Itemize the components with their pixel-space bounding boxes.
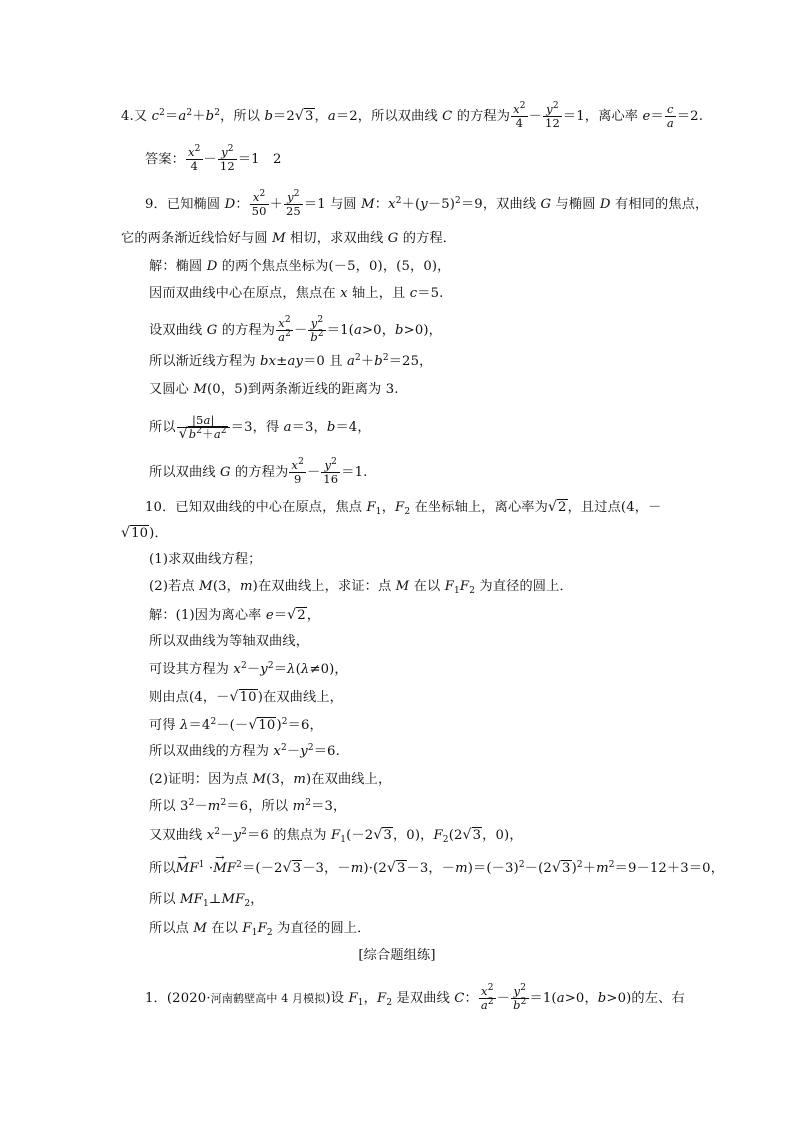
- solution-10-line-12: 所以点 M 在以 $F_1F_2$ 为直径的圆上．: [149, 921, 371, 938]
- section-heading: [综合题组练]: [358, 948, 436, 963]
- problem-10-part-1: (1)求双曲线方程；: [149, 552, 262, 567]
- solution-9-line-2: 因而双曲线中心在原点，焦点在 x 轴上，且 c＝5.: [149, 286, 444, 301]
- solution-10-line-11: 所以 $MF_1\perp MF_2$，: [149, 892, 264, 909]
- solution-10-line-7: (2)证明：因为点 M(3，m)在双曲线上，: [149, 772, 392, 787]
- solution-9-line-4: 所以渐近线方程为 bx±ay＝0 且 $a^2+b^2=25$，: [149, 353, 433, 369]
- solution-10-line-9: 又双曲线 $x^2-y^2=6$ 的焦点为 $F_1(-2√3$，0)，$F_2(2√3$，0)，: [149, 827, 523, 845]
- solution-10-line-1: 解：(1)因为离心率 e＝√2，: [149, 607, 321, 623]
- solution-10-line-3: 可设其方程为 $x^2-y^2=\lambda(\lambda\ne 0)$，: [149, 661, 348, 677]
- problem-10-line-2: √10)．: [121, 525, 168, 541]
- problem-1-line-1: 1．(2020·河南鹤壁高中 4 月模拟)设 $F_1$，$F_2$ 是双曲线 C： $\frac{x^2}{a^2}$ － $\frac{y^2}{b^2}$ ＝1(a>0，b>0)的左、右: [145, 983, 685, 1012]
- solution-9-line-5: 又圆心 M(0，5)到两条渐近线的距离为 3.: [149, 382, 399, 397]
- answer-line: 答案： $\frac{x^2}{4}$ － $\frac{y^2}{12}$ ＝1 2: [145, 144, 282, 173]
- problem-9-line-1: 9．已知椭圆 D： $\frac{x^2}{50}$ ＋ $\frac{y^2}{25}$ ＝1 与圆 M：$x^2+(y-5)^2=9$，双曲线 G 与椭圆 D 有相同的焦点，: [145, 189, 709, 218]
- solution-10-line-6: 所以双曲线的方程为 $x^2-y^2=6$.: [149, 743, 340, 759]
- solution-10-line-5: 可得 $\lambda=4^2-(-√10)^2=6$，: [149, 717, 323, 733]
- solution-10-line-4: 则由点(4，－√10)在双曲线上，: [149, 689, 344, 705]
- solution-line-4: 4.又 $c^2=a^2+b^2$，所以 b＝2√3，a＝2，所以双曲线 C 的方程为 $\frac{x^2}{4}$ － $\frac{y^2}{12}$ ＝1，离心率 e＝ $\frac{c}{a}$ ＝2.: [121, 101, 704, 130]
- solution-9-line-1: 解：椭圆 D 的两个焦点坐标为(－5，0)，(5，0)，: [149, 259, 451, 274]
- problem-10-line-1: 10．已知双曲线的中心在原点，焦点 $F_1$，$F_2$ 在坐标轴上，离心率为√2，且过点(4，－: [145, 499, 662, 517]
- problem-10-part-2: (2)若点 M(3，m)在双曲线上，求证：点 M 在以 $F_1F_2$ 为直径的圆上．: [149, 579, 573, 596]
- problem-9-line-2: 它的两条渐近线恰好与圆 M 相切，求双曲线 G 的方程．: [121, 231, 457, 246]
- solution-9-line-6: 所以 $\frac{|5a|}{√b^2+a^2}$ ＝3，得 a＝3，b＝4，: [149, 413, 371, 442]
- solution-9-line-7: 所以双曲线 G 的方程为 $\frac{x^2}{9}$ － $\frac{y^2}{16}$ ＝1.: [149, 457, 368, 486]
- solution-9-line-3: 设双曲线 G 的方程为 $\frac{x^2}{a^2}$ － $\frac{y^2}{b^2}$ ＝1(a>0，b>0)，: [149, 315, 442, 344]
- solution-10-line-2: 所以双曲线为等轴双曲线，: [149, 634, 310, 649]
- solution-10-line-8: 所以 $3^2-m^2=6$，所以 $m^2=3$，: [149, 798, 347, 814]
- solution-10-line-10: 所以→ $MF^1 \cdot\to MF^2=(-2√3-3$，－m)·(2√3－3，$-m)=(-3)^2-(2√3)^2+m^2=9-12+3=0$，: [0, 858, 794, 879]
